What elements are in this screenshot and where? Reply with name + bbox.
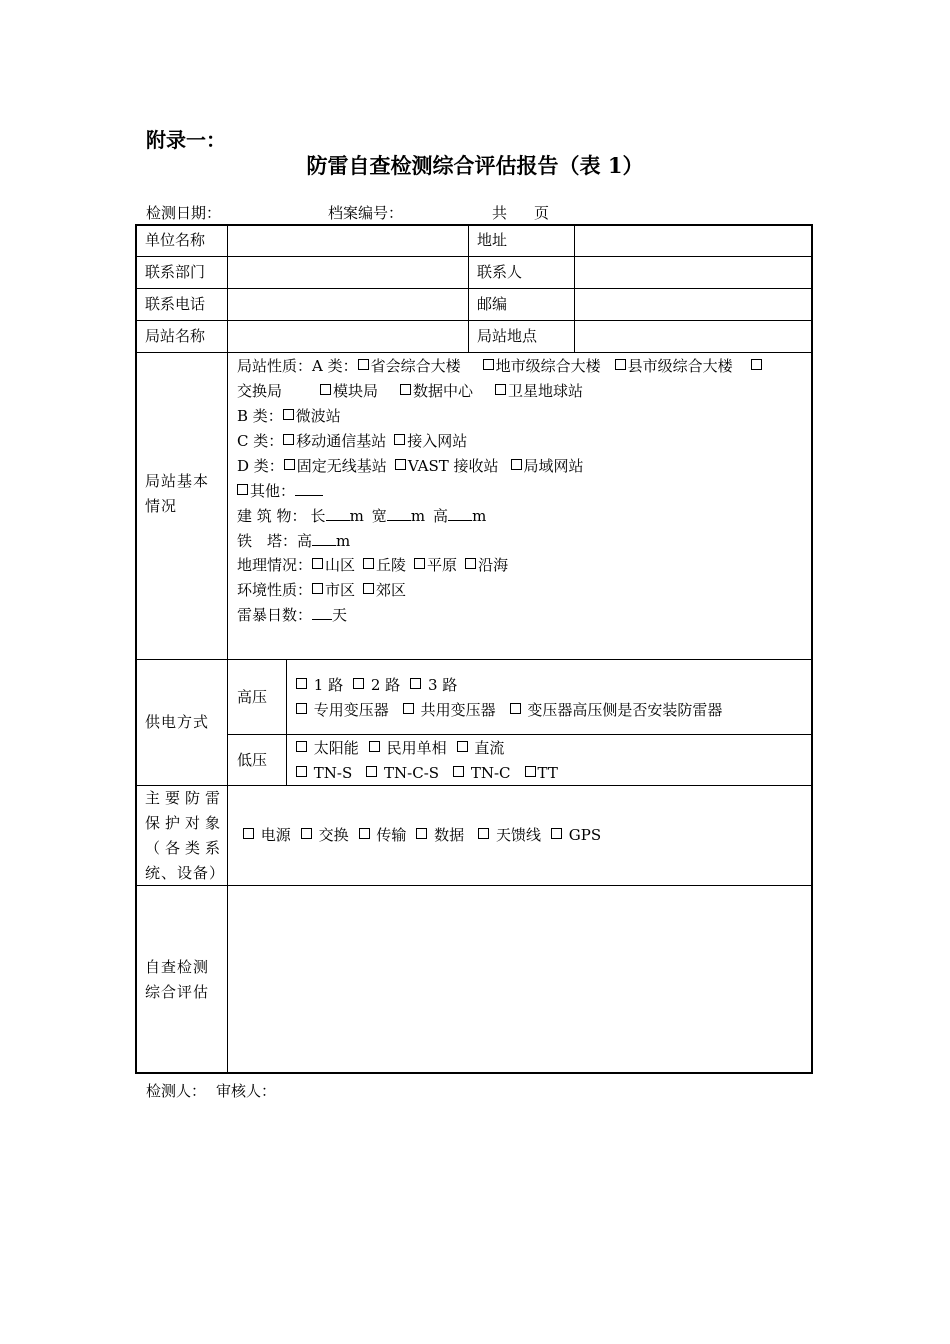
date-label: 检测日期：	[146, 204, 222, 222]
checkbox[interactable]	[400, 384, 411, 395]
checkbox[interactable]	[414, 558, 425, 569]
checkbox[interactable]	[483, 359, 494, 370]
checkbox[interactable]	[478, 828, 489, 839]
checkbox[interactable]	[369, 741, 380, 752]
checkbox[interactable]	[320, 384, 331, 395]
checkbox[interactable]	[359, 828, 370, 839]
checkbox[interactable]	[394, 434, 405, 445]
checkbox[interactable]	[366, 766, 377, 777]
low-voltage-line-1: 太阳能 民用单相 直流	[296, 736, 504, 761]
high-voltage-line-1: 1 路 2 路 3 路	[296, 673, 457, 698]
inspector-label: 检测人：	[146, 1082, 207, 1100]
checkbox[interactable]	[301, 828, 312, 839]
checkbox[interactable]	[283, 409, 294, 420]
class-b-line: B 类： 微波站	[237, 407, 341, 425]
checkbox[interactable]	[283, 434, 294, 445]
file-no-label: 档案编号：	[328, 204, 404, 222]
checkbox[interactable]	[296, 703, 307, 714]
other-line: 其他：	[237, 479, 323, 504]
tower-line: 铁 塔：高 m	[237, 532, 351, 550]
report-title: 防雷自查检测综合评估报告（表 1）	[306, 153, 644, 178]
class-d-line: D 类： 固定无线基站 VAST 接收站 局域网站	[237, 457, 584, 475]
checkbox[interactable]	[358, 359, 369, 370]
station-name-label: 局站名称	[145, 327, 206, 345]
checkbox[interactable]	[237, 484, 248, 495]
station-nature-line-2: 交换局 模块局 数据中心 卫星地球站	[237, 382, 584, 400]
self-assessment-label: 自查检测综合评估	[145, 958, 210, 1001]
reviewer-label: 审核人：	[216, 1082, 277, 1100]
checkbox[interactable]	[363, 583, 374, 594]
station-basic-label: 局站基本情况	[145, 472, 210, 515]
checkbox[interactable]	[395, 459, 406, 470]
geo-line: 地理情况： 山区 丘陵 平原 沿海	[237, 556, 509, 574]
contact-person-label: 联系人	[477, 263, 523, 281]
checkbox[interactable]	[243, 828, 254, 839]
checkbox[interactable]	[353, 678, 364, 689]
checkbox[interactable]	[751, 359, 762, 370]
checkbox[interactable]	[551, 828, 562, 839]
protection-targets-line: 电源 交换 传输 数据 天馈线 GPS	[243, 823, 601, 848]
phone-label: 联系电话	[145, 295, 206, 313]
checkbox[interactable]	[525, 766, 536, 777]
unit-name-label: 单位名称	[145, 231, 206, 249]
checkbox[interactable]	[510, 703, 521, 714]
high-voltage-label: 高压	[237, 688, 268, 706]
low-voltage-label: 低压	[237, 751, 268, 769]
class-c-line: C 类： 移动通信基站 接入网站	[237, 432, 468, 450]
station-nature-line-1: 局站性质：A 类： 省会综合大楼 地市级综合大楼 县市级综合大楼	[237, 354, 764, 379]
pages-label-total: 共	[492, 204, 508, 222]
checkbox[interactable]	[457, 741, 468, 752]
address-label: 地址	[477, 231, 508, 249]
checkbox[interactable]	[410, 678, 421, 689]
checkbox[interactable]	[312, 583, 323, 594]
checkbox[interactable]	[312, 558, 323, 569]
low-voltage-line-2: TN-S TN-C-S TN-C TT	[296, 761, 558, 786]
checkbox[interactable]	[363, 558, 374, 569]
power-supply-label: 供电方式	[145, 713, 210, 731]
signature-footer	[146, 1080, 286, 1101]
checkbox[interactable]	[465, 558, 476, 569]
checkbox[interactable]	[416, 828, 427, 839]
pages-label-page: 页	[534, 204, 550, 222]
checkbox[interactable]	[284, 459, 295, 470]
protection-target-label: 主要防雷保护对象（各类系统、设备）	[145, 789, 226, 882]
checkbox[interactable]	[296, 766, 307, 777]
checkbox[interactable]	[296, 678, 307, 689]
thunder-line: 雷暴日数： 天	[237, 606, 348, 624]
checkbox[interactable]	[511, 459, 522, 470]
checkbox[interactable]	[403, 703, 414, 714]
contact-dept-label: 联系部门	[145, 263, 206, 281]
building-line: 建 筑 物： 长 m 宽 m 高 m	[237, 507, 487, 525]
station-location-label: 局站地点	[477, 327, 538, 345]
checkbox[interactable]	[453, 766, 464, 777]
postcode-label: 邮编	[477, 295, 508, 313]
checkbox[interactable]	[615, 359, 626, 370]
checkbox[interactable]	[495, 384, 506, 395]
appendix-label: 附录一：	[146, 128, 226, 152]
env-line: 环境性质： 市区 郊区	[237, 581, 407, 599]
high-voltage-line-2: 专用变压器 共用变压器 变压器高压侧是否安装防雷器	[296, 698, 722, 723]
checkbox[interactable]	[296, 741, 307, 752]
